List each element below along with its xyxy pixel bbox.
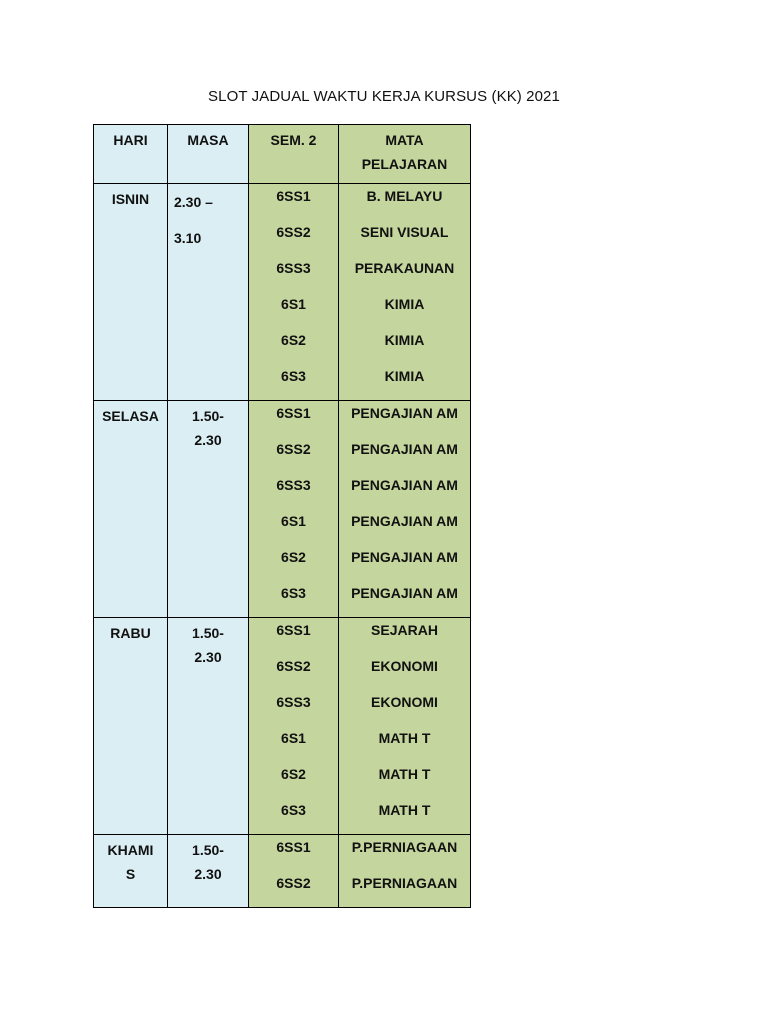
day-cell: RABU <box>94 618 168 835</box>
time-cell: 2.30 – 3.10 <box>168 184 249 401</box>
header-masa: MASA <box>168 125 249 184</box>
table-row <box>94 401 471 618</box>
header-row <box>94 125 471 184</box>
time-cell: 1.50- 2.30 <box>168 835 249 908</box>
time-cell: 1.50- 2.30 <box>168 401 249 618</box>
class-cell: 6SS1 6SS2 <box>249 835 339 908</box>
class-cell: 6SS1 6SS2 6SS3 6S1 6S2 6S3 <box>249 184 339 401</box>
class-cell: 6SS1 6SS2 6SS3 6S1 6S2 6S3 <box>249 618 339 835</box>
class-cell: 6SS1 6SS2 6SS3 6S1 6S2 6S3 <box>249 401 339 618</box>
subject-cell: B. MELAYU SENI VISUAL PERAKAUNAN KIMIA KIMIA KIMIA <box>339 184 471 401</box>
table-row <box>94 618 471 835</box>
header-hari: HARI <box>94 125 168 184</box>
document-title: SLOT JADUAL WAKTU KERJA KURSUS (KK) 2021 <box>208 88 560 105</box>
table-row <box>94 184 471 401</box>
day-cell: ISNIN <box>94 184 168 401</box>
header-mata-pelajaran: MATA PELAJARAN <box>339 125 471 184</box>
time-cell: 1.50- 2.30 <box>168 618 249 835</box>
timetable <box>93 124 471 908</box>
day-cell: KHAMI S <box>94 835 168 908</box>
day-cell: SELASA <box>94 401 168 618</box>
subject-cell: SEJARAH EKONOMI EKONOMI MATH T MATH T MATH T <box>339 618 471 835</box>
header-sem: SEM. 2 <box>249 125 339 184</box>
table-row <box>94 835 471 908</box>
subject-cell: PENGAJIAN AM PENGAJIAN AM PENGAJIAN AM PENGAJIAN AM PENGAJIAN AM PENGAJIAN AM <box>339 401 471 618</box>
subject-cell: P.PERNIAGAAN P.PERNIAGAAN <box>339 835 471 908</box>
